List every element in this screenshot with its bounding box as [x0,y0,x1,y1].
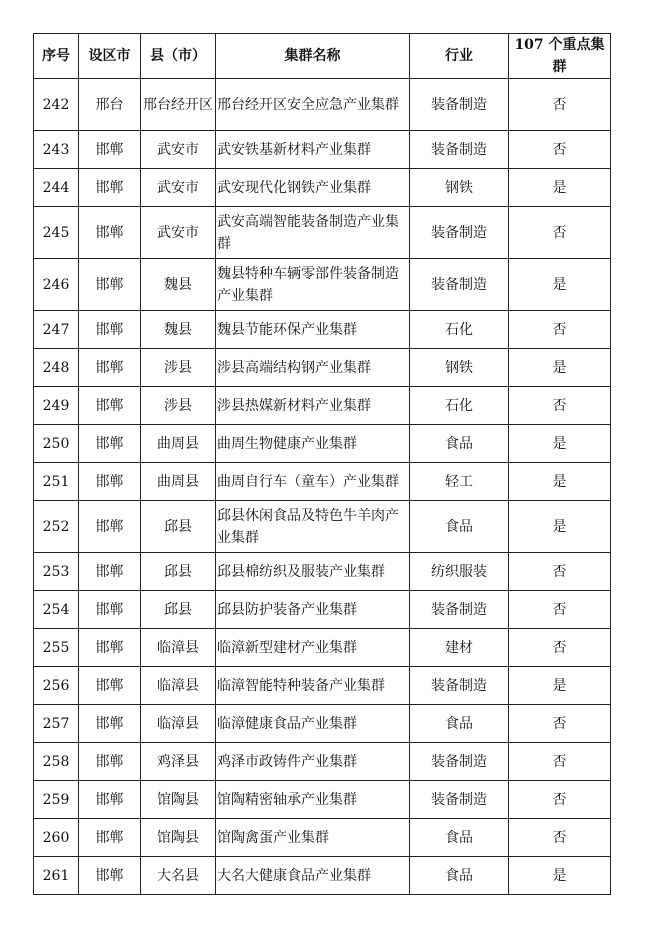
cell-key-cluster: 是 [509,425,611,463]
table-row [34,349,611,387]
cell-county: 大名县 [141,857,216,895]
cell-city: 邯郸 [79,501,141,553]
cell-city: 邯郸 [79,591,141,629]
cell-cluster-name: 邱县休闲食品及特色牛羊肉产业集群 [216,501,410,553]
cell-cluster-name: 馆陶禽蛋产业集群 [216,819,410,857]
cell-county: 邱县 [141,553,216,591]
cell-no: 261 [34,857,79,895]
cell-cluster-name: 邱县棉纺织及服装产业集群 [216,553,410,591]
cell-key-cluster: 是 [509,667,611,705]
cell-no: 260 [34,819,79,857]
table-row [34,705,611,743]
cell-city: 邯郸 [79,553,141,591]
table-body [34,79,611,895]
cell-key-cluster: 否 [509,79,611,131]
cell-city: 邯郸 [79,131,141,169]
cell-county: 邱县 [141,501,216,553]
cell-no: 245 [34,207,79,259]
cell-cluster-name: 大名大健康食品产业集群 [216,857,410,895]
cell-cluster-name: 邢台经开区安全应急产业集群 [216,79,410,131]
cluster-table [33,33,611,895]
cell-cluster-name: 临漳智能特种装备产业集群 [216,667,410,705]
table-row [34,743,611,781]
cell-key-cluster: 否 [509,705,611,743]
cell-county: 邱县 [141,591,216,629]
cell-industry: 装备制造 [410,781,509,819]
cell-cluster-name: 魏县特种车辆零部件装备制造产业集群 [216,259,410,311]
table-row [34,387,611,425]
cell-county: 临漳县 [141,705,216,743]
table-row [34,819,611,857]
cell-cluster-name: 涉县热媒新材料产业集群 [216,387,410,425]
cell-city: 邯郸 [79,743,141,781]
cell-industry: 建材 [410,629,509,667]
cell-industry: 钢铁 [410,169,509,207]
cell-no: 253 [34,553,79,591]
table-row [34,629,611,667]
cell-key-cluster: 否 [509,131,611,169]
cell-no: 251 [34,463,79,501]
cell-county: 临漳县 [141,667,216,705]
cell-cluster-name: 武安高端智能装备制造产业集群 [216,207,410,259]
cell-cluster-name: 鸡泽市政铸件产业集群 [216,743,410,781]
cell-cluster-name: 馆陶精密轴承产业集群 [216,781,410,819]
cell-county: 武安市 [141,131,216,169]
header-county: 县（市） [141,34,216,79]
cell-no: 248 [34,349,79,387]
cell-city: 邯郸 [79,463,141,501]
cell-county: 魏县 [141,311,216,349]
cell-industry: 装备制造 [410,207,509,259]
cell-city: 邯郸 [79,857,141,895]
cell-city: 邯郸 [79,259,141,311]
cell-county: 鸡泽县 [141,743,216,781]
cell-cluster-name: 临漳新型建材产业集群 [216,629,410,667]
cell-industry: 石化 [410,311,509,349]
table-row [34,463,611,501]
table-row [34,425,611,463]
table-row [34,553,611,591]
table-row [34,79,611,131]
cell-county: 涉县 [141,387,216,425]
cell-city: 邯郸 [79,387,141,425]
cell-no: 257 [34,705,79,743]
cell-key-cluster: 否 [509,591,611,629]
cell-no: 256 [34,667,79,705]
table-row [34,169,611,207]
cell-county: 馆陶县 [141,819,216,857]
cell-no: 244 [34,169,79,207]
cell-cluster-name: 武安现代化钢铁产业集群 [216,169,410,207]
cell-county: 临漳县 [141,629,216,667]
cell-no: 249 [34,387,79,425]
table-row [34,591,611,629]
cell-cluster-name: 魏县节能环保产业集群 [216,311,410,349]
cell-industry: 轻工 [410,463,509,501]
cell-city: 邯郸 [79,667,141,705]
cell-key-cluster: 否 [509,819,611,857]
cell-no: 243 [34,131,79,169]
header-name: 集群名称 [216,34,410,79]
cell-county: 武安市 [141,169,216,207]
cell-key-cluster: 是 [509,169,611,207]
cell-cluster-name: 邱县防护装备产业集群 [216,591,410,629]
cell-key-cluster: 是 [509,259,611,311]
cell-industry: 装备制造 [410,259,509,311]
table-row [34,857,611,895]
cell-city: 邯郸 [79,207,141,259]
cell-no: 250 [34,425,79,463]
cell-no: 247 [34,311,79,349]
header-industry: 行业 [410,34,509,79]
table-row [34,311,611,349]
cell-industry: 装备制造 [410,743,509,781]
cell-cluster-name: 临漳健康食品产业集群 [216,705,410,743]
cell-no: 242 [34,79,79,131]
cell-key-cluster: 否 [509,629,611,667]
cell-industry: 石化 [410,387,509,425]
cell-county: 曲周县 [141,463,216,501]
cell-key-cluster: 是 [509,349,611,387]
cell-key-cluster: 否 [509,387,611,425]
cell-city: 邯郸 [79,705,141,743]
cell-industry: 装备制造 [410,591,509,629]
cell-no: 246 [34,259,79,311]
header-key: 107 个重点集群 [509,34,611,79]
table-row [34,131,611,169]
cell-city: 邯郸 [79,349,141,387]
cell-industry: 食品 [410,501,509,553]
cell-cluster-name: 涉县高端结构钢产业集群 [216,349,410,387]
cell-key-cluster: 是 [509,501,611,553]
cell-city: 邯郸 [79,629,141,667]
cell-county: 邢台经开区 [141,79,216,131]
header-no: 序号 [34,34,79,79]
header-city: 设区市 [79,34,141,79]
cell-city: 邯郸 [79,819,141,857]
cell-city: 邯郸 [79,169,141,207]
cell-no: 254 [34,591,79,629]
cell-key-cluster: 是 [509,857,611,895]
cell-no: 259 [34,781,79,819]
cell-industry: 装备制造 [410,131,509,169]
cell-county: 曲周县 [141,425,216,463]
cell-county: 涉县 [141,349,216,387]
cell-industry: 装备制造 [410,79,509,131]
cell-cluster-name: 曲周自行车（童车）产业集群 [216,463,410,501]
cell-key-cluster: 否 [509,781,611,819]
cell-industry: 食品 [410,705,509,743]
cell-industry: 食品 [410,425,509,463]
table-header-row [34,34,611,79]
cell-key-cluster: 否 [509,311,611,349]
cell-key-cluster: 否 [509,743,611,781]
cell-industry: 钢铁 [410,349,509,387]
cell-city: 邢台 [79,79,141,131]
table-row [34,501,611,553]
cell-county: 武安市 [141,207,216,259]
cell-cluster-name: 曲周生物健康产业集群 [216,425,410,463]
table-row [34,207,611,259]
cell-industry: 装备制造 [410,667,509,705]
cell-no: 258 [34,743,79,781]
table-row [34,781,611,819]
cell-key-cluster: 否 [509,207,611,259]
cell-county: 魏县 [141,259,216,311]
cell-no: 255 [34,629,79,667]
cell-city: 邯郸 [79,311,141,349]
cell-key-cluster: 否 [509,553,611,591]
cell-industry: 食品 [410,819,509,857]
cell-industry: 纺织服装 [410,553,509,591]
table-row [34,259,611,311]
cell-key-cluster: 是 [509,463,611,501]
cell-no: 252 [34,501,79,553]
cell-city: 邯郸 [79,781,141,819]
cell-county: 馆陶县 [141,781,216,819]
cell-city: 邯郸 [79,425,141,463]
cell-cluster-name: 武安铁基新材料产业集群 [216,131,410,169]
table-row [34,667,611,705]
cell-industry: 食品 [410,857,509,895]
